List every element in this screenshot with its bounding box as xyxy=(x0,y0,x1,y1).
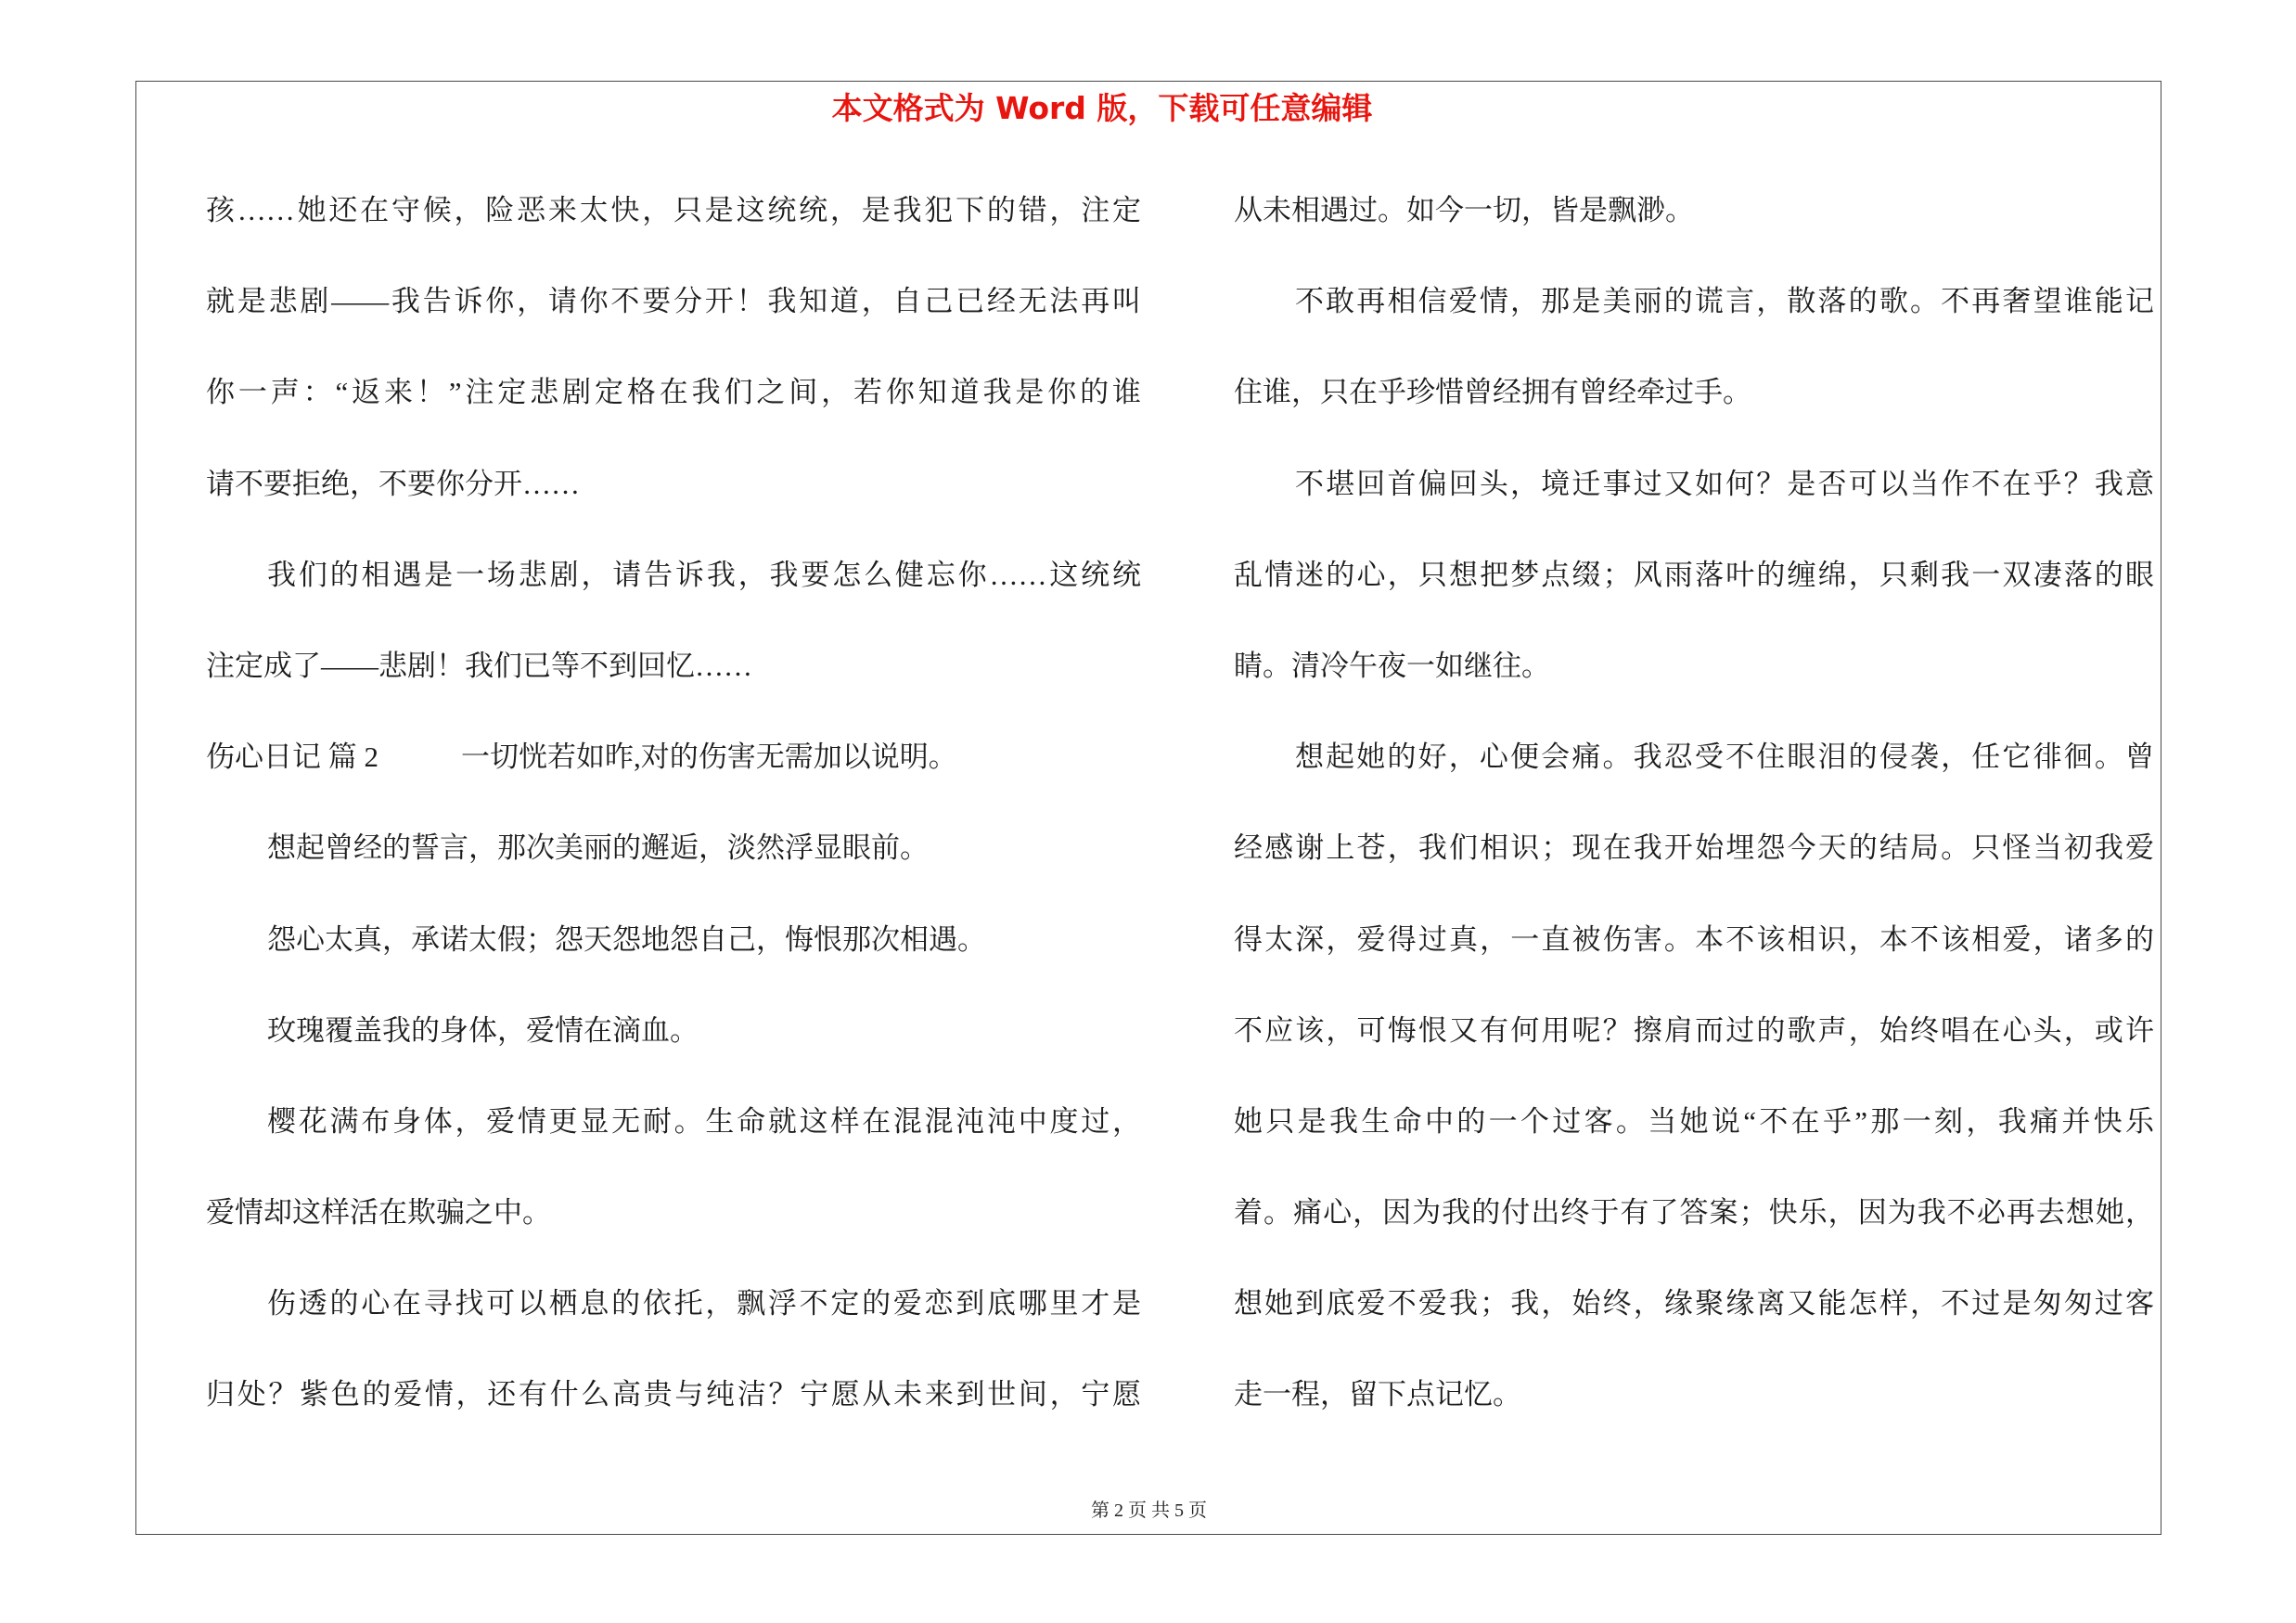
paragraph xyxy=(206,712,1141,803)
text-line-content: 一切恍若如昨,对的伤害无需加以说明。 xyxy=(461,741,957,774)
paragraph xyxy=(206,1076,1141,1258)
page-number: 第 2 页 共 5 页 xyxy=(1091,1501,1207,1521)
text-line xyxy=(206,712,1141,803)
paragraph xyxy=(206,895,1141,985)
text-line: 想起曾经的誓言，那次美丽的邂逅，淡然浮显眼前。 xyxy=(267,831,929,865)
text-line: 她只是我生命中的一个过客。当她说“不在乎”那一刻，我痛并快乐 xyxy=(1234,1104,2154,1138)
text-line: 归处？紫色的爱情，还有什么高贵与纯洁？宁愿从未来到世间，宁愿 xyxy=(206,1378,1141,1411)
paragraph xyxy=(1234,165,2154,256)
text-line: 经感谢上苍，我们相识；现在我开始埋怨今天的结局。只怪当初我爱 xyxy=(1234,831,2154,865)
text-line: 不堪回首偏回头，境迁事过又如何？是否可以当作不在乎？我意 xyxy=(1295,467,2154,500)
paragraph xyxy=(206,165,1141,530)
text-line: 你一声：“返来！”注定悲剧定格在我们之间，若你知道我是你的谁 xyxy=(206,376,1141,409)
paragraph xyxy=(1234,256,2154,438)
text-line: 孩……她还在守候，险恶来太快，只是这统统，是我犯下的错，注定 xyxy=(206,194,1141,226)
text-line: 从未相遇过。如今一切，皆是飘渺。 xyxy=(1234,194,1694,226)
text-line: 我们的相遇是一场悲剧，请告诉我，我要怎么健忘你……这统统 xyxy=(267,558,1141,591)
paragraph xyxy=(1234,712,2154,1441)
text-line: 请不要拒绝，不要你分开…… xyxy=(206,467,580,500)
text-line: 睛。清冷午夜一如继往。 xyxy=(1234,649,1550,682)
paragraph xyxy=(206,530,1141,712)
text-line: 走一程，留下点记忆。 xyxy=(1234,1378,1521,1411)
text-line: 想起她的好，心便会痛。我忍受不住眼泪的侵袭，任它徘徊。曾 xyxy=(1295,741,2154,774)
paragraph xyxy=(206,803,1141,894)
text-line: 怨心太真，承诺太假；怨天怨地怨自己，悔恨那次相遇。 xyxy=(267,922,986,956)
section-heading: 伤心日记 篇 2 xyxy=(206,741,378,774)
paragraph xyxy=(206,1258,1141,1440)
text-line: 樱花满布身体，爱情更显无耐。生命就这样在混混沌沌中度过， xyxy=(267,1104,1141,1138)
text-line: 爱情却这样活在欺骗之中。 xyxy=(206,1196,551,1230)
text-line: 得太深，爱得过真，一直被伤害。本不该相识，本不该相爱，诸多的 xyxy=(1234,922,2154,956)
text-line: 注定成了——悲剧！我们已等不到回忆…… xyxy=(206,649,752,682)
text-line: 伤透的心在寻找可以栖息的依托，飘浮不定的爱恋到底哪里才是 xyxy=(267,1287,1141,1320)
left-text-column xyxy=(206,165,1141,1441)
text-line: 就是悲剧——我告诉你，请你不要分开！我知道，自己已经无法再叫 xyxy=(206,285,1141,318)
text-line: 玫瑰覆盖我的身体，爱情在滴血。 xyxy=(267,1013,699,1047)
format-notice: 本文格式为 Word 版，下载可任意编辑 xyxy=(831,90,1373,126)
right-text-column xyxy=(1234,165,2154,1441)
text-line: 乱情迷的心，只想把梦点缀；风雨落叶的缠绵，只剩我一双凄落的眼 xyxy=(1234,558,2154,591)
paragraph xyxy=(1234,439,2154,713)
text-line: 不敢再相信爱情，那是美丽的谎言，散落的歌。不再奢望谁能记 xyxy=(1295,285,2154,318)
text-line: 想她到底爱不爱我；我，始终，缘聚缘离又能怎样，不过是匆匆过客 xyxy=(1234,1287,2154,1320)
text-line: 不应该，可悔恨又有何用呢？擦肩而过的歌声，始终唱在心头，或许 xyxy=(1234,1013,2154,1047)
paragraph xyxy=(206,985,1141,1076)
text-line: 住谁，只在乎珍惜曾经拥有曾经牵过手。 xyxy=(1234,376,1751,409)
text-line: 着。痛心，因为我的付出终于有了答案；快乐，因为我不必再去想她， xyxy=(1234,1196,2154,1230)
